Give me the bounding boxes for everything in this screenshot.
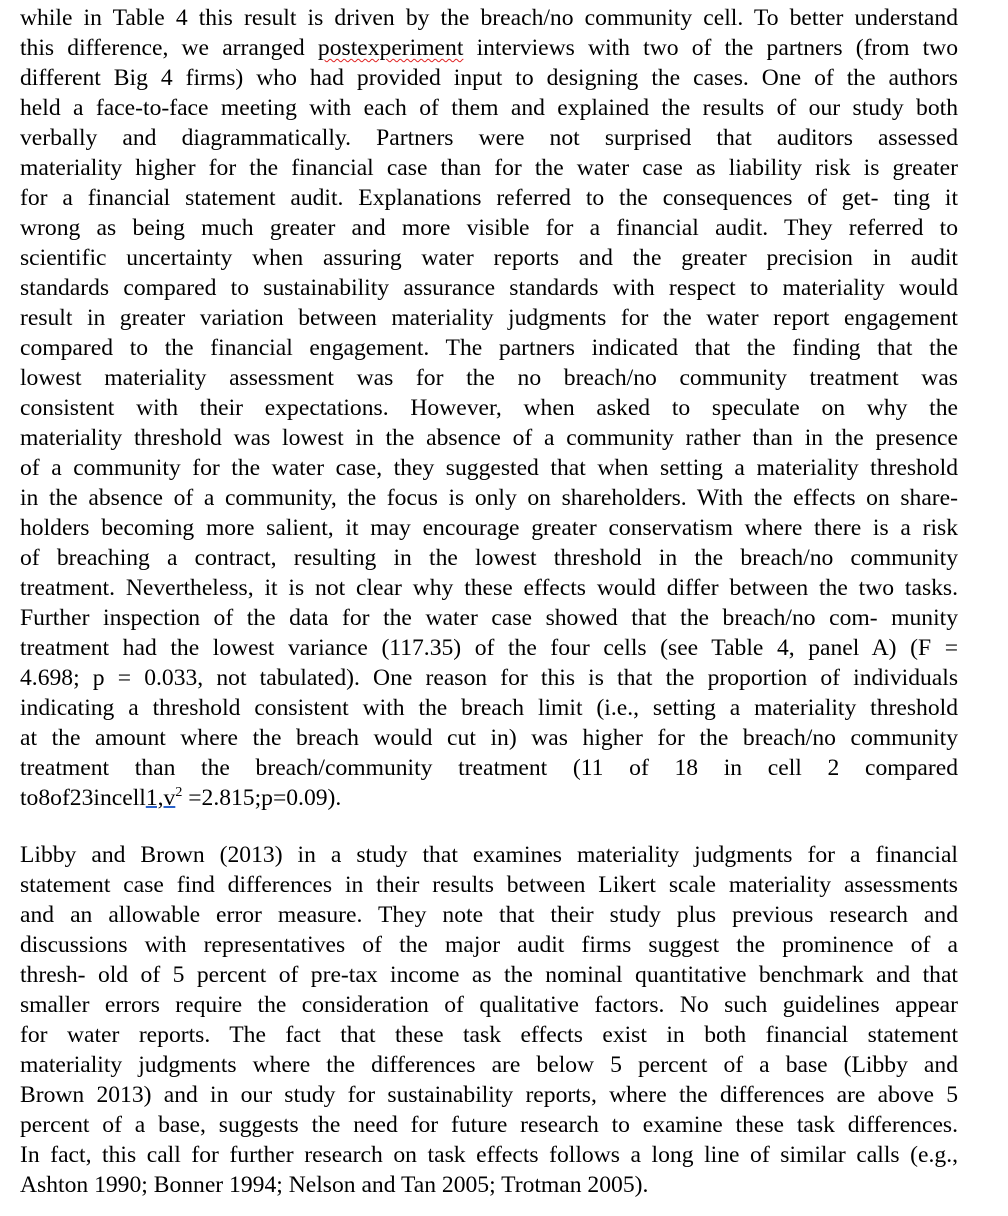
text-line: held a face-to-face meeting with each of them and explained the results of our study both — [20, 95, 958, 121]
text-line: of a community for the water case, they suggested that when setting a materiality threshold — [20, 455, 958, 481]
text-line: scientific uncertainty when assuring water reports and the greater precision in audit — [20, 245, 958, 271]
text-line: Libby and Brown (2013) in a study that examines materiality judgments for a financial — [20, 842, 958, 868]
text-line: for water reports. The fact that these task effects exist in both financial statement — [20, 1022, 958, 1048]
text-line: treatment had the lowest variance (117.35) of the four cells (see Table 4, panel A) (F = — [20, 635, 958, 661]
text-line: materiality threshold was lowest in the absence of a community rather than in the presence — [20, 425, 958, 451]
text-line: treatment than the breach/community treatment (11 of 18 in cell 2 compared — [20, 755, 958, 781]
text-line: and an allowable error measure. They note that their study plus previous research and — [20, 902, 958, 928]
text-line: thresh- old of 5 percent of pre-tax income as the nominal quantitative benchmark and that — [20, 962, 958, 988]
text-line: verbally and diagrammatically. Partners were not surprised that auditors assessed — [20, 125, 958, 151]
text-line: holders becoming more salient, it may encourage greater conservatism where there is a risk — [20, 515, 958, 541]
text-line: materiality higher for the financial case than for the water case as liability risk is greater — [20, 155, 958, 181]
text-line — [20, 33, 958, 63]
text-line: standards compared to sustainability assurance standards with respect to materiality would — [20, 275, 958, 301]
paragraph-1 — [20, 3, 958, 813]
text-segment: this difference, we arranged — [20, 35, 318, 61]
text-line: smaller errors require the consideration of qualitative factors. No such guidelines appear — [20, 992, 958, 1018]
text-line: percent of a base, suggests the need for future research to examine these task differences. — [20, 1112, 958, 1138]
text-line: 4.698; p = 0.033, not tabulated). One reason for this is that the proportion of individuals — [20, 665, 958, 691]
text-line: result in greater variation between materiality judgments for the water report engagement — [20, 305, 958, 331]
text-line: In fact, this call for further research on task effects follows a long line of similar calls (e.g., — [20, 1142, 958, 1168]
text-line: statement case find differences in their results between Likert scale materiality assessments — [20, 872, 958, 898]
hyperlink[interactable]: 1,v — [145, 785, 176, 811]
text-line: materiality judgments where the differences are below 5 percent of a base (Libby and — [20, 1052, 958, 1078]
text-line: treatment. Nevertheless, it is not clear why these effects would differ between the two tasks. — [20, 575, 958, 601]
text-line: Brown 2013) and in our study for sustainability reports, where the differences are above 5 — [20, 1082, 958, 1108]
text-line: Further inspection of the data for the water case showed that the breach/no com- munity — [20, 605, 958, 631]
text-line: different Big 4 firms) who had provided input to designing the cases. One of the authors — [20, 65, 958, 91]
text-line: consistent with their expectations. However, when asked to speculate on why the — [20, 395, 958, 421]
text-line: lowest materiality assessment was for the no breach/no community treatment was — [20, 365, 958, 391]
text-segment: interviews with two of the partners (from two — [463, 35, 959, 61]
text-line: compared to the financial engagement. The partners indicated that the finding that the — [20, 335, 958, 361]
text-segment: to8of23incell — [20, 785, 146, 811]
text-line: at the amount where the breach would cut in) was higher for the breach/no community — [20, 725, 958, 751]
paragraph-2 — [20, 840, 958, 1200]
text-line — [20, 783, 958, 813]
text-line: for a financial statement audit. Explanations referred to the consequences of get- ting it — [20, 185, 958, 211]
text-line: Ashton 1990; Bonner 1994; Nelson and Tan 2005; Trotman 2005). — [20, 1172, 649, 1198]
text-line: discussions with representatives of the major audit firms suggest the prominence of a — [20, 932, 958, 958]
text-line: in the absence of a community, the focus is only on shareholders. With the effects on share- — [20, 485, 958, 511]
text-segment: =2.815;p=0.09). — [182, 785, 342, 811]
text-line: indicating a threshold consistent with the breach limit (i.e., setting a materiality threshold — [20, 695, 958, 721]
text-line: of breaching a contract, resulting in the lowest threshold in the breach/no community — [20, 545, 958, 571]
text-line: wrong as being much greater and more visible for a financial audit. They referred to — [20, 215, 958, 241]
spellcheck-flagged-word[interactable]: postexperiment — [317, 35, 464, 61]
text-line: while in Table 4 this result is driven by the breach/no community cell. To better understand — [20, 5, 958, 31]
superscript: 2 — [175, 785, 183, 801]
